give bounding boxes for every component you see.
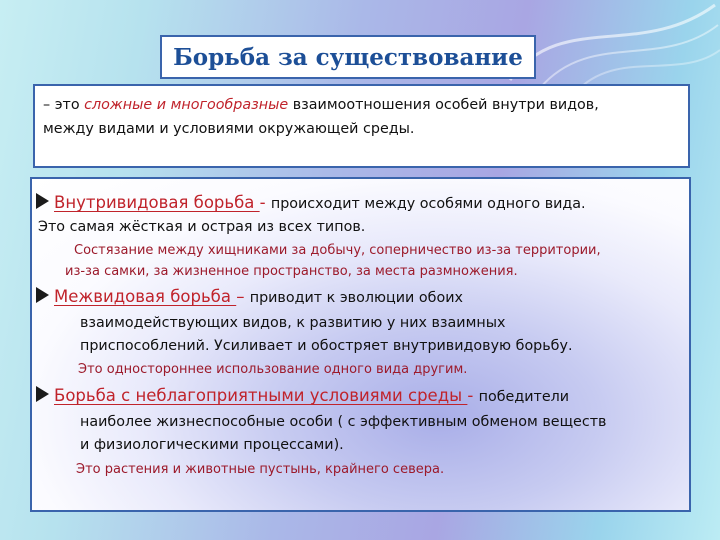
arrow-bullet-icon (36, 193, 49, 209)
section-1-example-line-1: Состязание между хищниками за добычу, соперничество из-за территории, (74, 243, 601, 258)
section-3-connector: - (467, 386, 479, 405)
section-2-example-line-1: Это одностороннее использование одного вида другим. (78, 362, 468, 377)
arrow-bullet-icon (36, 386, 49, 402)
page-title: Борьба за существование (173, 43, 523, 71)
section-3-desc-line-2: наиболее жизнеспособные особи ( с эффективным обменом веществ (80, 414, 607, 430)
section-3-desc-line-3: и физиологическими процессами). (80, 437, 344, 453)
section-3-example-line-1: Это растения и животные пустынь, крайнего севера. (76, 462, 445, 477)
arrow-bullet-icon (36, 287, 49, 303)
definition-dash: – это (43, 97, 85, 113)
section-2-heading: Межвидовая борьба (54, 287, 237, 306)
section-1-heading: Внутривидовая борьба (54, 193, 260, 212)
section-1-desc-line-1: происходит между особями одного вида. (270, 196, 586, 212)
section-2-desc-line-3: приспособлений. Усиливает и обостряет внутривидовую борьбу. (80, 338, 573, 354)
title-box (160, 35, 536, 79)
content-box (30, 177, 691, 512)
section-3-desc-line-1: победители (478, 389, 570, 405)
section-3-heading-line (36, 386, 569, 405)
definition-emphasis: сложные и многообразные (84, 97, 289, 113)
definition-line1-rest: взаимоотношения особей внутри видов, (288, 97, 599, 113)
definition-line-1 (43, 93, 680, 117)
section-1-connector: - (259, 193, 271, 212)
section-3-heading: Борьба с неблагоприятными условиями среды (54, 386, 468, 405)
section-2-heading-line (36, 287, 463, 306)
section-1-desc-line-2: Это самая жёсткая и острая из всех типов. (38, 219, 366, 235)
definition-box (33, 84, 690, 168)
section-1-example-line-2: из-за самки, за жизненное пространство, за места размножения. (65, 264, 518, 279)
definition-line-2: между видами и условиями окружающей среды. (43, 121, 415, 137)
section-2-desc-line-2: взаимодействующих видов, к развитию у них взаимных (80, 315, 506, 331)
section-1-heading-line (36, 193, 586, 212)
section-2-desc-line-1: приводит к эволюции обоих (249, 290, 463, 306)
section-2-connector: – (236, 287, 250, 306)
